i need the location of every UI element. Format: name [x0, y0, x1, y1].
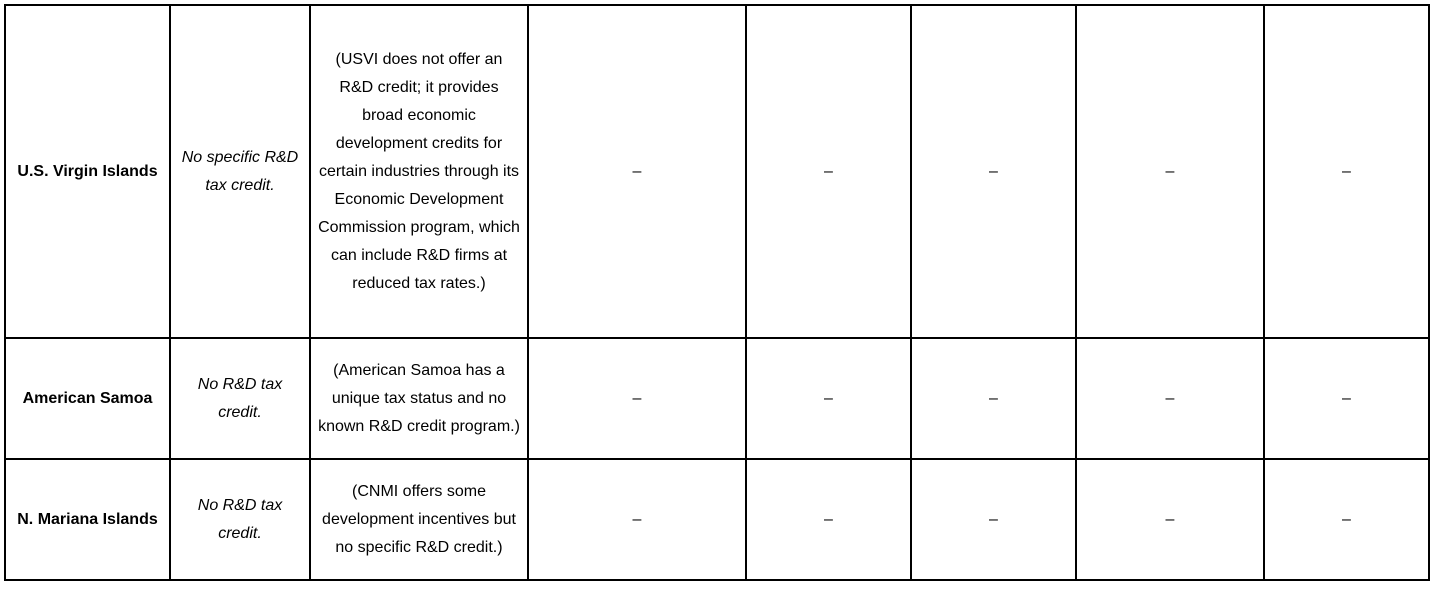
credit-status: No R&D tax credit. — [170, 459, 310, 580]
credit-status: No specific R&D tax credit. — [170, 5, 310, 338]
table-cell: – — [911, 338, 1076, 459]
territory-name: American Samoa — [5, 338, 170, 459]
table-cell: – — [911, 459, 1076, 580]
table-cell: – — [911, 5, 1076, 338]
table-row — [5, 338, 1429, 459]
table-cell: – — [1264, 338, 1429, 459]
credit-status: No R&D tax credit. — [170, 338, 310, 459]
territory-rd-credit-table — [4, 4, 1430, 581]
credit-note: (CNMI offers some development incentives but no specific R&D credit.) — [310, 459, 528, 580]
table-cell: – — [528, 338, 746, 459]
table-cell: – — [746, 459, 911, 580]
table-row — [5, 5, 1429, 338]
table-cell: – — [746, 5, 911, 338]
territory-name: U.S. Virgin Islands — [5, 5, 170, 338]
table-row — [5, 459, 1429, 580]
table-cell: – — [1076, 338, 1264, 459]
table-cell: – — [528, 5, 746, 338]
territory-name: N. Mariana Islands — [5, 459, 170, 580]
credit-note: (American Samoa has a unique tax status and no known R&D credit program.) — [310, 338, 528, 459]
table-cell: – — [746, 338, 911, 459]
table-cell: – — [1264, 459, 1429, 580]
table-cell: – — [1076, 5, 1264, 338]
table-cell: – — [1076, 459, 1264, 580]
credit-note: (USVI does not offer an R&D credit; it provides broad economic development credits for certain industries through its Economic Development Commission program, which can include R&D firms at reduced tax rates.) — [310, 5, 528, 338]
table-cell: – — [528, 459, 746, 580]
table-cell: – — [1264, 5, 1429, 338]
